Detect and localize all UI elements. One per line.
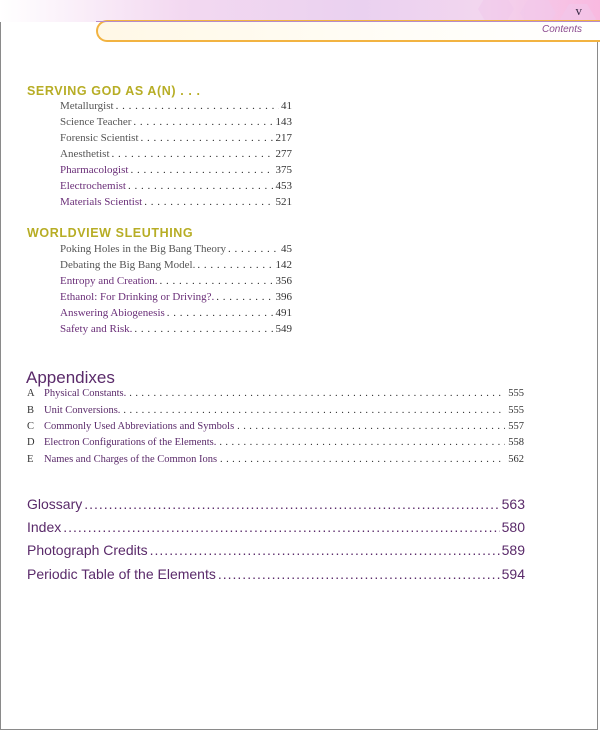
header-accent-bar [96, 20, 600, 42]
back-matter-entry-index[interactable] [27, 519, 525, 541]
toc-entry[interactable] [60, 275, 292, 291]
dot-leader [228, 243, 279, 255]
appendix-page: 557 [508, 421, 524, 432]
toc-entry-label: Pharmacologist [60, 164, 129, 176]
appendix-entry[interactable] [27, 454, 524, 470]
toc-entry-page: 396 [275, 291, 292, 303]
back-matter-label: Index [27, 519, 62, 535]
appendix-label: Electron Configurations of the Elements. [44, 437, 217, 448]
appendixes-heading: Appendixes [26, 368, 115, 387]
dot-leader [216, 291, 273, 303]
toc-entry[interactable] [60, 196, 292, 212]
toc-entry-page: 375 [275, 164, 292, 176]
appendix-label: Commonly Used Abbreviations and Symbols [44, 421, 235, 432]
toc-entry[interactable] [60, 116, 292, 132]
back-matter-label: Glossary [27, 496, 83, 512]
back-matter-page: 563 [501, 496, 525, 512]
appendix-label: Physical Constants. [44, 388, 127, 399]
toc-entry-label: Poking Holes in the Big Bang Theory [60, 243, 227, 255]
page-number: v [575, 3, 582, 18]
dot-leader [141, 132, 274, 144]
appendix-letter: C [27, 421, 35, 432]
appendix-page: 562 [508, 454, 524, 465]
dot-leader [150, 542, 500, 558]
back-matter-page: 594 [501, 566, 525, 582]
dot-leader [129, 388, 505, 399]
dot-leader [220, 454, 505, 465]
section-heading-worldview-sleuthing: WORLDVIEW SLEUTHING [27, 226, 194, 240]
dot-leader [123, 405, 505, 416]
page-header [0, 0, 600, 48]
dot-leader [133, 116, 273, 128]
dot-leader [128, 180, 274, 192]
toc-entry-page: 277 [275, 148, 292, 160]
appendix-letter: A [27, 388, 35, 399]
toc-entry-page: 217 [275, 132, 292, 144]
toc-entry[interactable] [60, 259, 292, 275]
toc-entry-page: 491 [275, 307, 292, 319]
toc-entry-label: Answering Abiogenesis [60, 307, 165, 319]
back-matter-page: 580 [501, 519, 525, 535]
dot-leader [144, 196, 273, 208]
toc-entry-page: 41 [281, 100, 292, 112]
back-matter-label: Photograph Credits [27, 542, 148, 558]
appendix-page: 558 [508, 437, 524, 448]
dot-leader [84, 496, 499, 512]
toc-entry[interactable] [60, 132, 292, 148]
toc-entry-page: 356 [275, 275, 292, 287]
toc-entry[interactable] [60, 100, 292, 116]
dot-leader [116, 100, 279, 112]
appendix-entry[interactable] [27, 421, 524, 437]
back-matter-page: 589 [501, 542, 525, 558]
dot-leader [63, 519, 499, 535]
toc-entry-label: Safety and Risk. [60, 323, 133, 335]
back-matter-label: Periodic Table of the Elements [27, 566, 216, 582]
dot-leader [130, 164, 273, 176]
toc-entry[interactable] [60, 323, 292, 339]
dot-leader [218, 566, 500, 582]
appendix-page: 555 [508, 405, 524, 416]
toc-entry-label: Forensic Scientist [60, 132, 139, 144]
toc-entry-label: Metallurgist [60, 100, 114, 112]
toc-entry-label: Science Teacher [60, 116, 132, 128]
dot-leader [237, 421, 505, 432]
toc-entry-label: Debating the Big Bang Model. [60, 259, 196, 271]
appendix-entry[interactable] [27, 405, 524, 421]
section-heading-serving-god: SERVING GOD AS A(N) . . . [27, 84, 201, 98]
dot-leader [112, 148, 274, 160]
toc-entry[interactable] [60, 180, 292, 196]
toc-entry-label: Ethanol: For Drinking or Driving?. [60, 291, 215, 303]
toc-entry[interactable] [60, 243, 292, 259]
back-matter-entry-periodic-table[interactable] [27, 566, 525, 588]
toc-entry[interactable] [60, 291, 292, 307]
appendix-page: 555 [508, 388, 524, 399]
toc-entry-page: 142 [275, 259, 292, 271]
toc-entry-label: Materials Scientist [60, 196, 143, 208]
toc-entry-page: 453 [275, 180, 292, 192]
back-matter-entry-photo-credits[interactable] [27, 542, 525, 564]
toc-entry-page: 521 [275, 196, 292, 208]
dot-leader [159, 275, 273, 287]
running-head: Contents [541, 24, 582, 35]
toc-entry-label: Anesthetist [60, 148, 110, 160]
appendix-letter: D [27, 437, 35, 448]
toc-entry-page: 143 [275, 116, 292, 128]
toc-entry[interactable] [60, 307, 292, 323]
appendix-label: Names and Charges of the Common Ions [44, 454, 218, 465]
dot-leader [134, 323, 273, 335]
toc-entry[interactable] [60, 164, 292, 180]
toc-entry-label: Entropy and Creation. [60, 275, 158, 287]
appendix-entry[interactable] [27, 388, 524, 404]
appendix-letter: B [27, 405, 35, 416]
toc-entry-page: 45 [281, 243, 292, 255]
dot-leader [197, 259, 273, 271]
appendix-entry[interactable] [27, 437, 524, 453]
toc-entry-page: 549 [275, 323, 292, 335]
back-matter-entry-glossary[interactable] [27, 496, 525, 518]
appendix-letter: E [27, 454, 34, 465]
toc-entry[interactable] [60, 148, 292, 164]
dot-leader [219, 437, 505, 448]
toc-entry-label: Electrochemist [60, 180, 126, 192]
appendix-label: Unit Conversions. [44, 405, 121, 416]
header-rule [96, 21, 600, 22]
dot-leader [167, 307, 274, 319]
